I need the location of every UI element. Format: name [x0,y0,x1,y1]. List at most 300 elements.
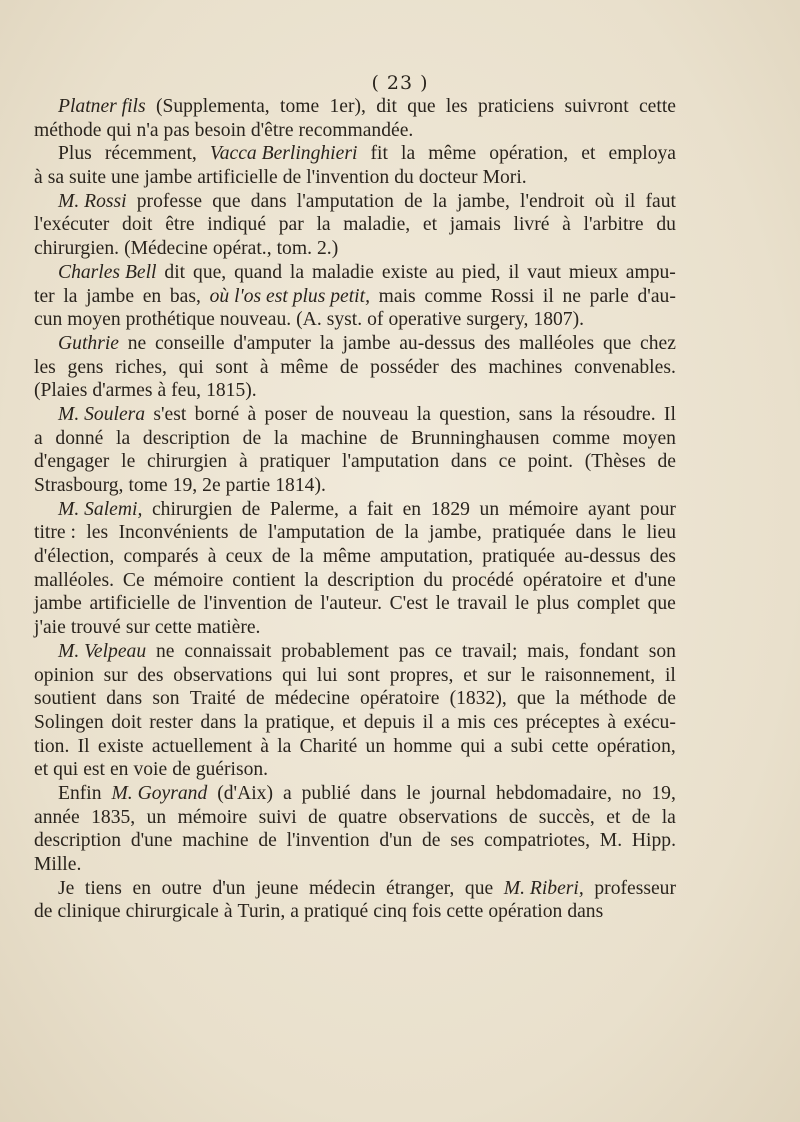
word: moyen [622,427,676,449]
word: plus [536,593,570,615]
word: il [624,190,636,212]
word: qui [460,735,486,757]
word: pratiquée [492,522,566,544]
word: en [109,759,129,781]
italic-name: Charles Bell [58,261,157,283]
page-number: ( 23 ) [371,72,429,94]
text-line [34,119,676,143]
body-text [34,95,676,924]
word: machine [182,830,249,852]
word: s'est [153,403,187,425]
word: à [34,167,43,189]
word: des [484,332,511,354]
word: de [177,593,197,615]
word: quatre [338,806,388,828]
word: operative [388,309,462,331]
word: machine [300,427,368,449]
word: son [648,640,676,662]
word: (Plaies [34,380,88,402]
word: bas, [169,285,201,307]
word: la [299,546,314,568]
word: du [394,167,414,189]
word: du [423,569,443,591]
word: et [611,569,626,591]
word: no [621,782,642,804]
word: dit [376,96,397,117]
word: a [348,498,358,520]
word: doit [122,214,153,236]
word: mais [378,285,416,307]
word: tome [128,475,168,496]
word: Rossi [490,285,535,307]
word: 2e [202,475,221,496]
word: cette [446,901,484,923]
word: cinq [373,901,407,923]
word: de [282,167,302,189]
word: année [34,806,80,828]
word: contient [232,569,296,591]
text-line [34,498,676,522]
word: tom. [276,238,312,260]
word: chirurgicale [125,901,219,923]
word: 1815). [206,380,257,402]
word: Inconvénients [118,522,229,544]
word: succès, [538,806,595,828]
word: existe [381,261,428,283]
word: le [622,522,637,544]
word: du [656,214,676,236]
word: guérison. [195,759,269,781]
word: jambe [144,167,193,189]
paragraph [34,332,676,403]
word: de [242,427,262,449]
text-line [34,474,676,498]
word: existe [97,735,144,757]
paragraph [34,782,676,877]
word: il [508,261,520,283]
word: (Thèses [584,451,646,473]
word: procédé [451,569,514,591]
text-line [34,166,676,190]
text-line [34,616,676,640]
word: artificielle [197,167,278,189]
word: malléoles [519,332,595,354]
text-line [34,450,676,474]
word: actuellement [151,735,252,757]
word: pratique, [265,711,335,733]
word: l'endroit [520,190,585,212]
text-line [34,853,676,877]
word: jeune [256,877,299,899]
word: lieu [646,522,676,544]
word: opération, [596,735,676,757]
word: Brunninghausen [411,427,540,449]
text-line [34,806,676,830]
word: ayant [587,498,631,520]
word: que, [193,261,227,283]
word: de [258,830,277,852]
text-line [34,877,676,901]
word: un [365,735,386,757]
word: opératoire [522,569,603,591]
word: de [379,427,399,449]
word: et [34,759,49,781]
paragraph [34,640,676,782]
word: parle [589,285,629,307]
word: préceptes [525,711,600,733]
word: Je [58,877,75,899]
word: indiqué [207,214,267,236]
word: borné [194,403,240,425]
word: mémoire [153,569,224,591]
word: médecine [274,688,350,710]
word: récemment, [104,143,197,165]
word: opinion [34,664,94,686]
word: comme [424,285,483,307]
word: de [315,403,334,425]
word: opération [488,901,563,923]
word: les [34,356,56,378]
word: à [247,403,257,425]
word: pratiquée [482,546,556,568]
word: les [86,522,109,544]
word: la [401,143,416,165]
word: cette [551,735,589,757]
word: la [560,403,575,425]
word: la [555,688,570,710]
text-line [34,308,676,332]
word: voie [133,759,168,781]
italic-name: M. Soulera [58,403,146,425]
italic-name: M. Rossi [58,190,127,212]
word: a [290,901,299,923]
word: l'exécuter [34,214,110,236]
word: 19, [172,475,198,496]
word: sont [347,664,380,686]
word: Strasbourg, [34,475,124,496]
word: connaissait [184,640,272,662]
word: cette [638,96,676,117]
word: amputation, [379,546,474,568]
word: de [294,593,313,615]
word: cun [34,309,63,331]
word: ne [127,332,147,354]
word: chirurgien. [34,238,120,260]
word: probablement [281,640,389,662]
word: ampu- [625,261,676,283]
word: de [172,759,191,781]
word: de [238,522,258,544]
word: mémoire [508,498,579,520]
word: tome [280,96,320,117]
word: qui [282,664,308,686]
word: la [116,427,131,449]
text-line [34,735,676,759]
word: l'invention [286,830,370,852]
word: mais, [527,640,570,662]
word: opératoire [360,688,440,710]
word: sans [518,403,553,425]
word: de [271,546,291,568]
word: a [441,711,450,733]
text-line [34,545,676,569]
word: de [246,688,265,710]
word: C'est [389,593,428,615]
word: recommandée. [298,119,414,141]
word: j'aie [34,617,66,639]
word: jambe [86,285,135,307]
word: à [607,711,617,733]
word: l'amputation [296,190,394,212]
word: travail [457,593,508,615]
word: d'un [379,830,413,852]
word: M. [599,830,623,852]
word: pas [398,640,425,662]
word: qui [106,119,132,141]
text-line [34,379,676,403]
word: gens [67,356,104,378]
paragraph [34,95,676,142]
italic-name: M. Velpeau [58,640,147,662]
word: maladie, [343,214,411,236]
word: maladie [311,261,374,283]
word: le [520,664,535,686]
word: sur [487,664,512,686]
word: Hipp. [631,830,676,852]
word: pour [640,498,676,520]
word: Il [663,403,676,425]
word: en [402,498,422,520]
word: à [223,901,233,923]
word: ses [450,830,475,852]
word: être [165,214,195,236]
word: 19, [651,782,676,804]
word: Il [77,735,90,757]
word: à [157,380,167,402]
word: chirurgien [147,451,228,473]
word: chirurgien [151,498,233,520]
word: publié [301,782,351,804]
word: propres, [389,664,454,686]
word: fait [366,498,393,520]
word: soutient [34,688,97,710]
word: homme [393,735,453,757]
word: a [493,735,503,757]
word: un [146,806,167,828]
text-line [34,687,676,711]
word: artificielle [89,593,170,615]
word: ce [498,451,517,473]
word: Mille. [34,854,82,875]
word: travail; [461,640,518,662]
word: ce [434,640,453,662]
word: point. [527,451,573,473]
word: titre : [34,522,76,544]
word: étranger, [386,877,455,899]
word: dit [164,261,186,283]
word: opérat., [212,238,272,260]
word: cette [154,617,192,639]
word: des [649,546,676,568]
text-line [34,356,676,380]
word: comparés [123,546,199,568]
word: qui [53,759,79,781]
word: en [142,285,162,307]
word: il [542,285,554,307]
word: la [63,285,78,307]
word: la [304,569,319,591]
word: et [422,214,438,236]
word: 1er), [329,96,366,117]
word: le [406,782,421,804]
italic-name: M. Salemi, [58,498,143,520]
word: 1814). [275,475,326,496]
word: dans [567,901,604,923]
word: exécu- [623,711,676,733]
word: d'élection, [34,546,115,568]
word: sont [215,356,249,378]
word: la [404,522,419,544]
word: (1832), [449,688,507,710]
word: fois [411,901,442,923]
word: nouveau [342,403,409,425]
word: subi [510,735,544,757]
paragraph [34,877,676,924]
text-line [34,332,676,356]
word: sa [47,167,65,189]
text-line [34,261,676,285]
text-line [34,664,676,688]
word: de [657,688,676,710]
word: que [647,593,676,615]
word: résoudre. [583,403,656,425]
word: méthode [34,119,102,141]
word: la [277,735,292,757]
word: de [339,356,359,378]
word: hebdomadaire, [495,782,612,804]
text-line [34,592,676,616]
word: poser [264,403,307,425]
word: prothétique [125,309,215,331]
word: l'amputation [267,522,366,544]
word: professeur [594,877,676,899]
word: journal [430,782,487,804]
word: et [463,664,478,686]
word: médecin [309,877,376,899]
text-line [34,900,676,924]
word: tion. [34,735,70,757]
word: quand [234,261,283,283]
word: machines [488,356,563,378]
word: le [121,451,136,473]
word: d'une [634,569,676,591]
word: l'invention [306,167,390,189]
word: que [464,877,494,899]
word: observations [398,806,498,828]
word: qui [178,356,204,378]
word: ceux [225,546,263,568]
word: Solingen [34,711,104,733]
word: que [516,688,546,710]
word: dans [250,190,287,212]
word: que [602,332,632,354]
word: doit [111,711,142,733]
word: (A. [296,309,322,331]
text-line [34,95,676,119]
word: nouveau. [219,309,292,331]
word: à [239,451,248,473]
word: lui [316,664,338,686]
text-line [34,829,676,853]
word: praticiens [477,96,555,117]
word: posséder [370,356,439,378]
italic-name: M. Riberi, [503,877,584,899]
word: suivi [258,806,297,828]
word: jambe, [457,190,510,212]
word: pratiquer [259,451,331,473]
word: son [152,688,180,710]
word: vaut [527,261,561,283]
word: et [342,711,357,733]
word: jambe [342,332,391,354]
word: la [289,261,305,283]
word: Turin, [237,901,286,923]
word: l'arbitre [583,214,644,236]
text-line [34,403,676,427]
word: Enfin [58,782,102,804]
paragraph [34,403,676,498]
paragraph [34,498,676,640]
word: pratiqué [304,901,369,923]
word: 2.) [317,238,339,260]
word: à [259,356,269,378]
word: Plus [58,143,92,165]
word: que [212,190,241,212]
word: et [581,143,596,165]
text-line [34,190,676,214]
word: feu, [171,380,202,402]
word: 1807). [533,309,585,331]
word: Traité [189,688,236,710]
word: a [34,427,43,449]
word: professe [136,190,203,212]
text-line [34,782,676,806]
word: partie [225,475,271,496]
word: Ce [122,569,145,591]
word: description [34,830,122,852]
word: clinique [57,901,121,923]
word: de [404,190,423,212]
text-line [34,521,676,545]
word: sur [125,617,150,639]
word: livré [513,214,550,236]
text-line [34,711,676,735]
word: dans [450,451,487,473]
word: ces [493,711,519,733]
word: d'amputer [233,332,311,354]
word: pas [163,119,190,141]
word: conseille [154,332,225,354]
word: suite [69,167,107,189]
word: même [322,546,371,568]
word: à [207,546,217,568]
word: faut [645,190,676,212]
italic-name: où l'os est plus petit, [209,285,370,307]
word: de [508,806,528,828]
word: en [132,877,152,899]
word: d'engager [34,451,110,473]
text-line [34,427,676,451]
